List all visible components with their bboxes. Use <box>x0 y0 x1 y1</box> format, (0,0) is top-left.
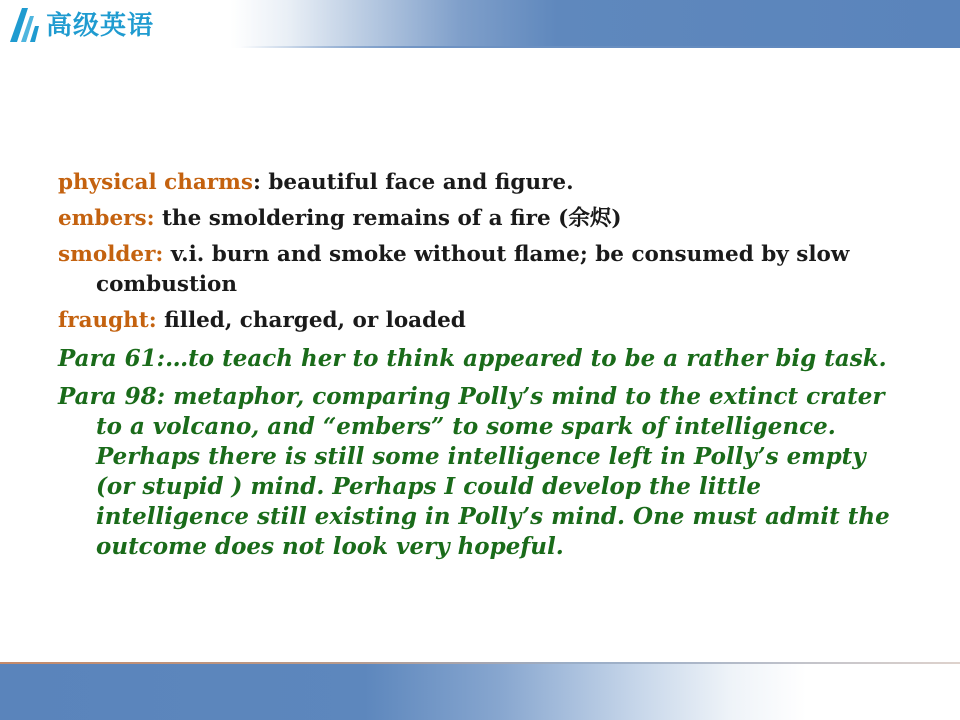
footer <box>0 662 960 720</box>
entry-definition: v.i. burn and smoke without flame; be consumed by slow combustion <box>96 242 850 297</box>
entry-closing: ) <box>611 206 622 231</box>
entry-definition: the smoldering remains of a fire ( <box>154 206 569 231</box>
entry-term: smolder: <box>58 242 164 267</box>
entry-fraught <box>58 306 898 336</box>
footer-divider <box>0 662 960 664</box>
entry-chinese-gloss: 余烬 <box>568 206 612 231</box>
entry-separator: : <box>252 170 261 195</box>
entry-physical-charms <box>58 168 898 198</box>
header-divider <box>0 46 960 48</box>
vocabulary-notes <box>58 168 898 562</box>
entry-definition: filled, charged, or loaded <box>156 308 466 333</box>
para-61-note: Para 61:…to teach her to think appeared to be a rather big task. <box>58 345 887 372</box>
entry-term: fraught: <box>58 308 157 333</box>
entry-term: physical charms <box>58 170 253 195</box>
entry-embers <box>58 204 898 234</box>
para-98-note: Para 98: metaphor, comparing Polly’s mind to the extinct crater to a volcano, and “embers” to some spark of intelligence. Perhaps there is still some intelligence left in Polly’s empty (or stupid ) mind. Perhaps I could develop the little intelligence still existing in Polly’s mind. One must admit the outcome does not look very hopeful. <box>58 383 890 560</box>
entry-definition: beautiful face and figure. <box>260 170 574 195</box>
course-title: 高级英语 <box>46 11 155 41</box>
header <box>0 0 960 48</box>
entry-term: embers: <box>58 206 155 231</box>
footer-gradient-bar <box>0 662 960 720</box>
entry-smolder <box>58 240 898 300</box>
stylized-a-logo-icon <box>8 6 42 44</box>
